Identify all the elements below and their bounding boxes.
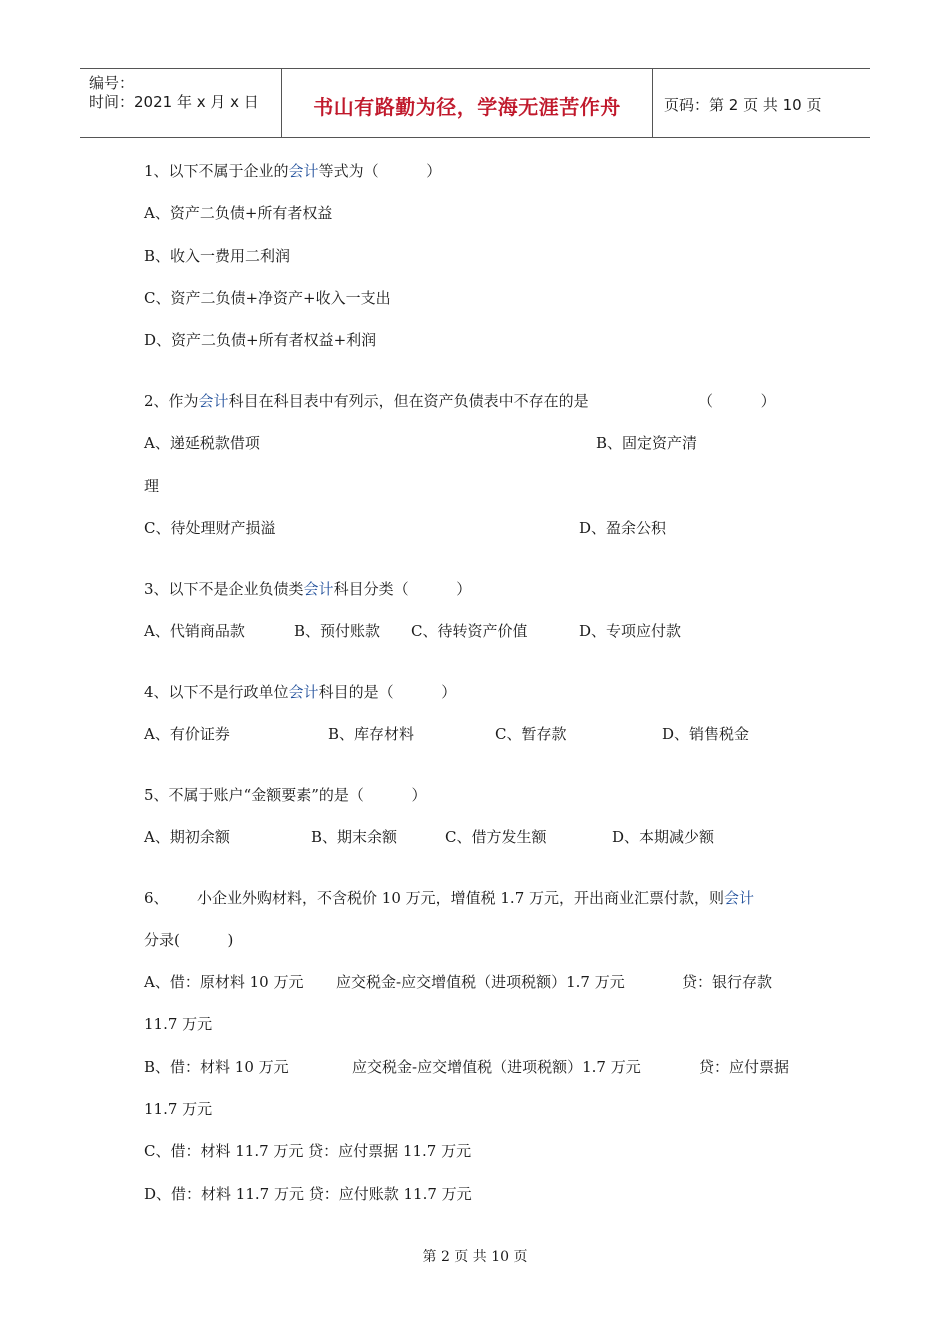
question-6-option-a-debit: A、借：原材料 10 万元 bbox=[144, 973, 304, 991]
question-6-option-a-cont: 11.7 万元 bbox=[144, 1015, 213, 1033]
page-info: 页码：第 2 页 共 10 页 bbox=[664, 96, 822, 114]
question-2-option-b-cont: 理 bbox=[144, 477, 160, 495]
question-1-option-c: C、资产二负债+净资产+收入一支出 bbox=[144, 289, 391, 307]
question-1-option-b: B、收入一费用二利润 bbox=[144, 247, 291, 265]
question-1-option-d: D、资产二负债+所有者权益+利润 bbox=[144, 331, 377, 349]
question-6-option-a-tax: 应交税金-应交增值税（进项税额）1.7 万元 bbox=[336, 973, 625, 991]
keyword-link[interactable]: 会计 bbox=[198, 392, 229, 410]
question-2-stem: 2、作为会计科目在科目表中有列示，但在资产负债表中不存在的是 bbox=[144, 392, 589, 410]
question-2-option-b: B、固定资产清 bbox=[596, 434, 698, 452]
question-6-option-c: C、借：材料 11.7 万元 贷：应付票据 11.7 万元 bbox=[144, 1142, 472, 1160]
page-footer: 第 2 页 共 10 页 bbox=[422, 1249, 528, 1265]
keyword-link[interactable]: 会计 bbox=[288, 162, 319, 180]
question-5-option-b: B、期末余额 bbox=[311, 828, 398, 846]
question-4-option-c: C、暂存款 bbox=[495, 725, 567, 743]
question-1-stem: 1、以下不属于企业的会计等式为（ ） bbox=[144, 162, 442, 180]
question-4-option-d: D、销售税金 bbox=[662, 725, 750, 743]
question-6-option-b-credit: 贷：应付票据 bbox=[699, 1058, 790, 1076]
question-6-option-b-cont: 11.7 万元 bbox=[144, 1100, 213, 1118]
time-label: 时间：2021 年 x 月 x 日 bbox=[89, 93, 259, 111]
question-5-option-c: C、借方发生额 bbox=[445, 828, 547, 846]
question-2-answer-paren: （ ） bbox=[698, 392, 776, 410]
question-3-option-b: B、预付账款 bbox=[294, 622, 381, 640]
question-6-stem: 小企业外购材料，不含税价 10 万元，增值税 1.7 万元，开出商业汇票付款，则会计 bbox=[197, 889, 755, 907]
question-5-stem: 5、不属于账户“金额要素”的是（ ） bbox=[144, 786, 427, 804]
header-meta-cell bbox=[80, 69, 282, 137]
question-6-option-d: D、借：材料 11.7 万元 贷：应付账款 11.7 万元 bbox=[144, 1185, 472, 1203]
document-header bbox=[80, 68, 870, 138]
question-1-option-a: A、资产二负债+所有者权益 bbox=[144, 204, 333, 222]
header-motto-cell bbox=[282, 69, 653, 137]
question-3-option-d: D、专项应付款 bbox=[579, 622, 682, 640]
question-3-option-a: A、代销商品款 bbox=[144, 622, 245, 640]
question-2-option-a: A、递延税款借项 bbox=[144, 434, 260, 452]
question-4-option-b: B、库存材料 bbox=[328, 725, 415, 743]
question-5-option-a: A、期初余额 bbox=[144, 828, 230, 846]
header-page-cell bbox=[653, 69, 870, 137]
question-4-option-a: A、有价证券 bbox=[144, 725, 230, 743]
question-2-option-c: C、待处理财产损溢 bbox=[144, 519, 276, 537]
question-6-option-b-debit: B、借：材料 10 万元 bbox=[144, 1058, 289, 1076]
keyword-link[interactable]: 会计 bbox=[724, 889, 755, 907]
number-label: 编号： bbox=[89, 74, 135, 92]
question-6-stem-cont: 分录( ) bbox=[144, 931, 234, 949]
keyword-link[interactable]: 会计 bbox=[303, 580, 334, 598]
question-3-option-c: C、待转资产价值 bbox=[411, 622, 528, 640]
question-6-number: 6、 bbox=[144, 889, 169, 907]
motto: 书山有路勤为径，学海无涯苦作舟 bbox=[313, 95, 621, 119]
keyword-link[interactable]: 会计 bbox=[288, 683, 319, 701]
question-6-option-b-tax: 应交税金-应交增值税（进项税额）1.7 万元 bbox=[352, 1058, 641, 1076]
question-6-option-a-credit: 贷：银行存款 bbox=[682, 973, 773, 991]
question-4-stem: 4、以下不是行政单位会计科目的是（ ） bbox=[144, 683, 457, 701]
question-2-option-d: D、盈余公积 bbox=[579, 519, 667, 537]
question-3-stem: 3、以下不是企业负债类会计科目分类（ ） bbox=[144, 580, 472, 598]
question-5-option-d: D、本期减少额 bbox=[612, 828, 715, 846]
